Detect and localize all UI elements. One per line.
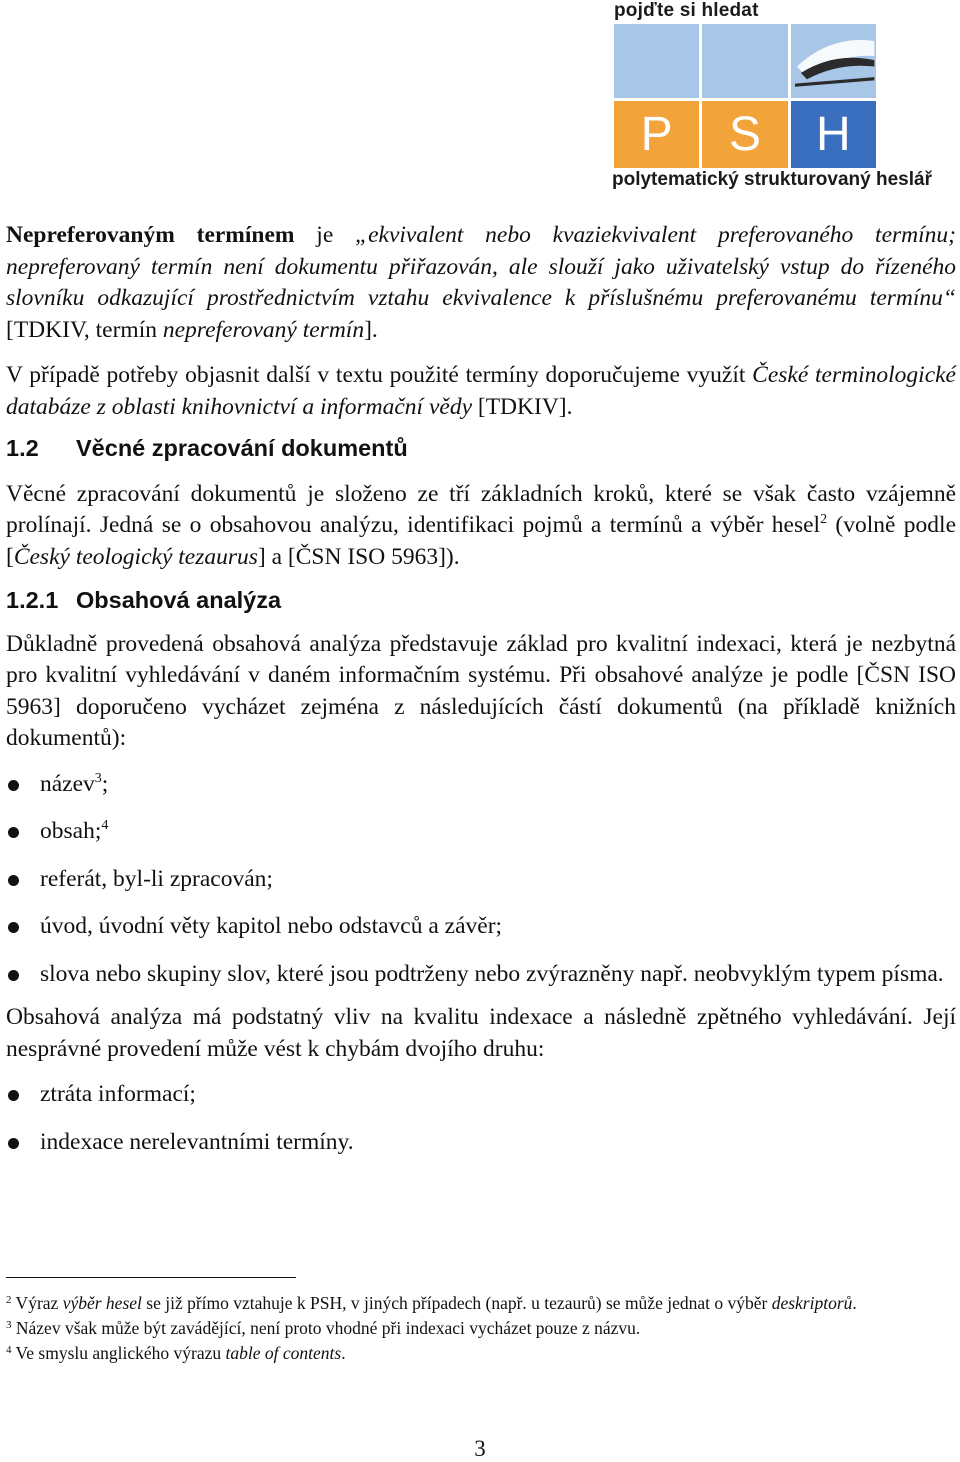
footnote-3	[6, 1316, 956, 1341]
footnote-4	[6, 1341, 956, 1366]
paragraph-content-analysis: Důkladně provedená obsahová analýza představuje základ pro kvalitní indexaci, která je nezbytná pro kvalitní vyhledávání v daném informačním systému. Při obsahové analýze je podle [ČSN ISO 5963] doporučeno vycházet zejména z následujících částí dokumentů (na příkladě knižních dokumentů):	[6, 630, 956, 751]
list-item	[6, 959, 956, 991]
text-span: Výraz	[11, 1293, 63, 1313]
text-span: nepreferovaný termín	[162, 316, 365, 343]
text-span: .	[341, 1343, 346, 1363]
defined-term: Nepreferovaným termínem	[6, 222, 295, 248]
section-number: 1.2.1	[6, 587, 59, 613]
bullet-icon	[8, 1138, 19, 1149]
text-span: ;	[101, 770, 109, 797]
logo-grid	[614, 24, 876, 168]
footnote-ref[interactable]: 4	[101, 818, 109, 833]
list-item	[6, 911, 956, 943]
text-span: ].	[364, 316, 378, 343]
bullet-list-errors	[6, 1079, 956, 1158]
bullet-list-sources	[6, 769, 956, 991]
bullet-icon	[8, 922, 19, 933]
section-heading-1-2	[6, 433, 956, 465]
section-heading-1-2-1	[6, 585, 956, 617]
logo-letter-p: P	[640, 108, 673, 162]
bullet-icon	[8, 1090, 19, 1101]
list-item	[6, 816, 956, 848]
text-span: je	[294, 222, 356, 248]
paragraph-terminology	[6, 360, 956, 423]
logo-cell-p	[614, 101, 699, 168]
footnote-ref[interactable]: 2	[820, 512, 828, 527]
text-span: Věcné zpracování dokumentů je složeno ze tří základních kroků, které se však často vzájemně prolínají. Jedná se o obsahovou analýzu, identifikaci pojmů a termínů a výběr hesel	[6, 480, 956, 538]
logo-cell	[614, 24, 699, 98]
page-content	[6, 220, 956, 1158]
bullet-icon	[8, 875, 19, 886]
text-span: [TDKIV,	[6, 316, 96, 343]
list-item	[6, 864, 956, 896]
text-span: slova nebo skupiny slov, které jsou podtrženy nebo zvýrazněny např. neobvyklým typem písma.	[40, 960, 944, 987]
list-item	[6, 1127, 956, 1159]
footnote-number: 3	[6, 1319, 12, 1331]
footnote-number: 4	[6, 1344, 12, 1356]
text-span: Název však může být zavádějící, není proto vhodné při indexaci vycházet pouze z názvu.	[11, 1318, 641, 1338]
text-span: [TDKIV].	[472, 393, 573, 420]
footnotes	[6, 1291, 956, 1366]
train-icon	[791, 24, 876, 98]
logo-bottom-text: polytematický strukturovaný heslář	[612, 169, 932, 190]
logo-letter-h: H	[815, 108, 851, 162]
logo-cell-s	[702, 101, 787, 168]
definition-text: „ekvivalent nebo kvaziekvivalent preferovaného termínu; nepreferovaný termín není dokumentu přiřazován, ale slouží jako uživatelský vstup do řízeného slovníku odkazující prostřednictvím vztahu ekvivalence k příslušnému preferovanému termínu“	[6, 222, 956, 311]
footnote-divider	[6, 1277, 296, 1278]
text-span: úvod, úvodní věty kapitol nebo odstavců a závěr;	[40, 913, 503, 939]
text-span: Ve smyslu anglického výrazu	[11, 1343, 226, 1363]
text-span: název	[40, 770, 95, 797]
footnote-ref[interactable]: 3	[94, 770, 102, 786]
logo-cell	[702, 24, 787, 98]
text-span: termín	[95, 316, 157, 343]
text-span: se již přímo vztahuje k PSH, v jiných případech (např. u tezaurů) se může jednat o výběr	[141, 1293, 772, 1313]
text-span: .	[852, 1293, 857, 1313]
logo-cell-h	[791, 101, 876, 168]
text-span: ztráta informací;	[40, 1081, 196, 1107]
bullet-icon	[8, 827, 19, 838]
text-span: ] a [ČSN ISO 5963]).	[257, 543, 460, 570]
paragraph-nonpreferred-term	[6, 220, 956, 346]
logo-letter-s: S	[728, 108, 761, 162]
section-number: 1.2	[6, 435, 39, 461]
page-number: 3	[474, 1436, 486, 1461]
paragraph-analysis-impact: Obsahová analýza má podstatný vliv na kvalitu indexace a následně zpětného vyhledávání. Její nesprávné provedení může vést k chybám dvojího druhu:	[6, 1004, 956, 1062]
bullet-icon	[8, 780, 19, 791]
text-span: České terminologické databáze z oblasti knihovnictví a informační vědy	[6, 362, 956, 420]
footnote-2	[6, 1291, 956, 1316]
psh-logo	[606, 0, 956, 196]
text-span: Český teologický tezaurus	[13, 543, 258, 570]
list-item	[6, 769, 956, 801]
text-span: referát, byl-li zpracován;	[40, 865, 273, 892]
text-span: table of contents	[225, 1343, 342, 1363]
bullet-icon	[8, 970, 19, 981]
paragraph-subject-processing	[6, 479, 956, 574]
logo-cell-train	[791, 24, 876, 98]
section-title: Obsahová analýza	[76, 587, 282, 613]
text-span: (volně podle [	[6, 512, 956, 570]
text-span: výběr hesel	[62, 1293, 142, 1313]
footnote-number: 2	[6, 1294, 12, 1306]
logo-top-text: pojďte si hledat	[614, 0, 759, 21]
text-span: V případě potřeby objasnit další v textu použité termíny doporučujeme využít	[6, 362, 753, 388]
section-title: Věcné zpracování dokumentů	[76, 435, 408, 461]
text-span: indexace nerelevantními termíny.	[40, 1128, 354, 1155]
text-span: deskriptorů	[771, 1293, 853, 1313]
text-span: obsah;	[40, 818, 102, 844]
list-item	[6, 1079, 956, 1111]
